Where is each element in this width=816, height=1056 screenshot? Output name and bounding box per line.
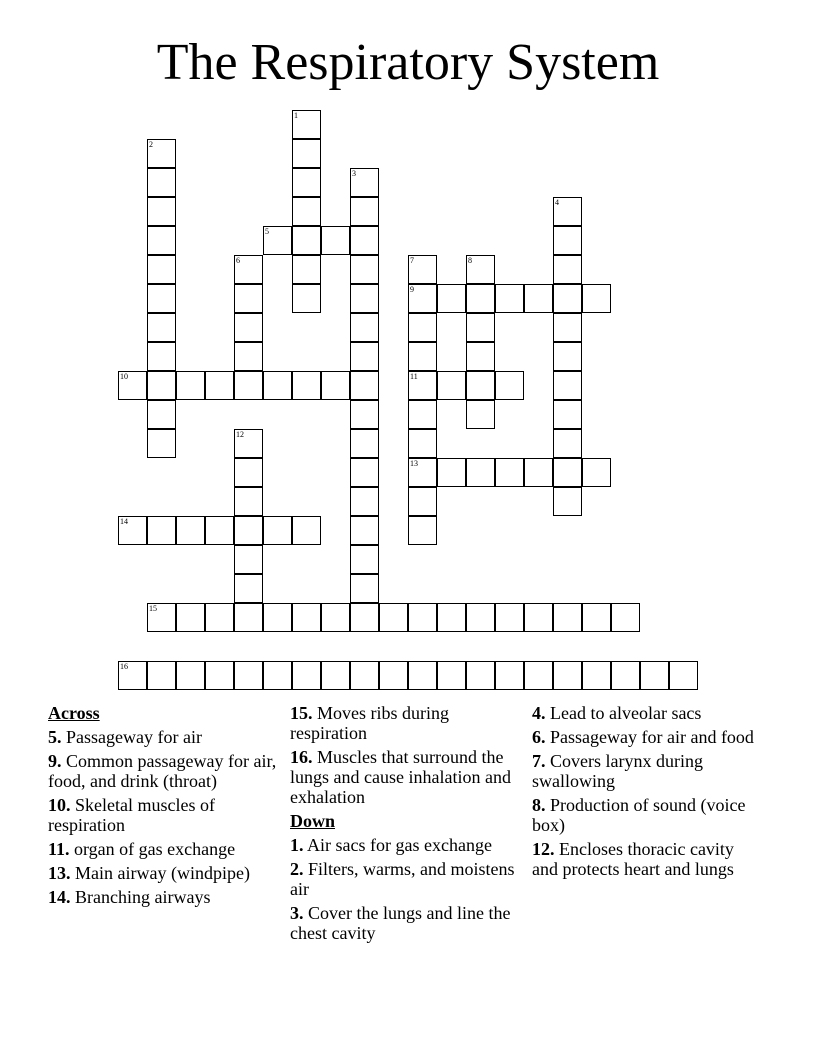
clues-column-3 <box>532 703 764 883</box>
grid-cell[interactable] <box>495 603 524 632</box>
clue-text: Branching airways <box>75 887 211 907</box>
clue-text: Skeletal muscles of respiration <box>48 795 215 835</box>
cell-number: 11 <box>410 372 418 381</box>
grid-cell[interactable] <box>669 661 698 690</box>
grid-cell[interactable] <box>553 313 582 342</box>
grid-cell[interactable] <box>147 603 176 632</box>
clue-down-4 <box>532 703 764 723</box>
grid-cell[interactable] <box>292 603 321 632</box>
cell-number: 10 <box>120 372 128 381</box>
grid-cell[interactable] <box>350 226 379 255</box>
cell-number: 14 <box>120 517 128 526</box>
grid-cell[interactable] <box>553 400 582 429</box>
clue-number: 16. <box>290 747 313 767</box>
grid-cell[interactable] <box>582 661 611 690</box>
grid-cell[interactable] <box>205 603 234 632</box>
grid-cell[interactable] <box>437 458 466 487</box>
grid-cell[interactable] <box>292 226 321 255</box>
cell-number: 1 <box>294 111 298 120</box>
grid-cell[interactable] <box>321 371 350 400</box>
grid-cell[interactable] <box>350 458 379 487</box>
grid-cell[interactable] <box>147 661 176 690</box>
grid-cell[interactable] <box>176 661 205 690</box>
grid-cell[interactable] <box>350 603 379 632</box>
grid-cell[interactable] <box>495 284 524 313</box>
grid-cell[interactable] <box>234 545 263 574</box>
grid-cell[interactable] <box>292 110 321 139</box>
grid-cell[interactable] <box>466 371 495 400</box>
clue-down-8 <box>532 795 764 835</box>
grid-cell[interactable] <box>292 284 321 313</box>
grid-cell[interactable] <box>524 661 553 690</box>
clue-number: 10. <box>48 795 71 815</box>
grid-cell[interactable] <box>292 168 321 197</box>
grid-cell[interactable] <box>321 226 350 255</box>
clue-text: Passageway for air and food <box>550 727 754 747</box>
grid-cell[interactable] <box>466 661 495 690</box>
grid-cell[interactable] <box>176 371 205 400</box>
grid-cell[interactable] <box>350 313 379 342</box>
grid-cell[interactable] <box>553 603 582 632</box>
clue-across-9 <box>48 751 280 791</box>
grid-cell[interactable] <box>408 661 437 690</box>
grid-cell[interactable] <box>582 284 611 313</box>
clue-across-13 <box>48 863 280 883</box>
clue-across-10 <box>48 795 280 835</box>
grid-cell[interactable] <box>408 400 437 429</box>
grid-cell[interactable] <box>466 284 495 313</box>
clue-number: 8. <box>532 795 546 815</box>
grid-cell[interactable] <box>234 342 263 371</box>
clue-text: Lead to alveolar sacs <box>550 703 702 723</box>
grid-cell[interactable] <box>466 400 495 429</box>
grid-cell[interactable] <box>234 313 263 342</box>
cell-number: 8 <box>468 256 472 265</box>
clue-text: Encloses thoracic cavity and protects heart and lungs <box>532 839 734 879</box>
grid-cell[interactable] <box>118 516 147 545</box>
grid-cell[interactable] <box>234 487 263 516</box>
grid-cell[interactable] <box>147 168 176 197</box>
clue-text: Covers larynx during swallowing <box>532 751 703 791</box>
clue-number: 1. <box>290 835 304 855</box>
clue-number: 15. <box>290 703 313 723</box>
clue-text: Passageway for air <box>66 727 202 747</box>
grid-cell[interactable] <box>553 197 582 226</box>
grid-cell[interactable] <box>582 458 611 487</box>
grid-cell[interactable] <box>147 197 176 226</box>
grid-cell[interactable] <box>611 661 640 690</box>
grid-cell[interactable] <box>611 603 640 632</box>
grid-cell[interactable] <box>205 371 234 400</box>
cell-number: 3 <box>352 169 356 178</box>
grid-cell[interactable] <box>408 342 437 371</box>
grid-cell[interactable] <box>495 458 524 487</box>
grid-cell[interactable] <box>524 284 553 313</box>
grid-cell[interactable] <box>553 487 582 516</box>
clue-across-14 <box>48 887 280 907</box>
grid-cell[interactable] <box>263 603 292 632</box>
clue-text: Moves ribs during respiration <box>290 703 449 743</box>
clue-number: 11. <box>48 839 70 859</box>
grid-cell[interactable] <box>234 661 263 690</box>
clue-text: Air sacs for gas exchange <box>307 835 492 855</box>
grid-cell[interactable] <box>147 516 176 545</box>
grid-cell[interactable] <box>350 516 379 545</box>
clue-across-15 <box>290 703 522 743</box>
grid-cell[interactable] <box>350 400 379 429</box>
clue-number: 5. <box>48 727 62 747</box>
grid-cell[interactable] <box>466 603 495 632</box>
grid-cell[interactable] <box>118 661 147 690</box>
cell-number: 5 <box>265 227 269 236</box>
clue-number: 7. <box>532 751 546 771</box>
grid-cell[interactable] <box>321 603 350 632</box>
grid-cell[interactable] <box>466 458 495 487</box>
cell-number: 15 <box>149 604 157 613</box>
grid-cell[interactable] <box>321 661 350 690</box>
grid-cell[interactable] <box>408 516 437 545</box>
grid-cell[interactable] <box>350 168 379 197</box>
grid-cell[interactable] <box>437 661 466 690</box>
grid-cell[interactable] <box>147 371 176 400</box>
grid-cell[interactable] <box>466 313 495 342</box>
grid-cell[interactable] <box>408 284 437 313</box>
grid-cell[interactable] <box>292 255 321 284</box>
grid-cell[interactable] <box>582 603 611 632</box>
cell-number: 4 <box>555 198 559 207</box>
grid-cell[interactable] <box>292 371 321 400</box>
grid-cell[interactable] <box>234 371 263 400</box>
grid-cell[interactable] <box>147 139 176 168</box>
grid-cell[interactable] <box>147 400 176 429</box>
grid-cell[interactable] <box>350 342 379 371</box>
grid-cell[interactable] <box>553 661 582 690</box>
grid-cell[interactable] <box>263 661 292 690</box>
grid-cell[interactable] <box>176 516 205 545</box>
grid-cell[interactable] <box>234 574 263 603</box>
clue-across-11 <box>48 839 280 859</box>
grid-cell[interactable] <box>350 197 379 226</box>
cell-number: 16 <box>120 662 128 671</box>
grid-cell[interactable] <box>524 603 553 632</box>
clue-number: 13. <box>48 863 71 883</box>
grid-cell[interactable] <box>263 226 292 255</box>
grid-cell[interactable] <box>553 429 582 458</box>
clue-number: 4. <box>532 703 546 723</box>
grid-cell[interactable] <box>408 458 437 487</box>
grid-cell[interactable] <box>292 661 321 690</box>
grid-cell[interactable] <box>350 545 379 574</box>
cell-number: 9 <box>410 285 414 294</box>
clue-down-1 <box>290 835 522 855</box>
grid-cell[interactable] <box>234 284 263 313</box>
grid-cell[interactable] <box>350 661 379 690</box>
grid-cell[interactable] <box>205 661 234 690</box>
grid-cell[interactable] <box>350 284 379 313</box>
grid-cell[interactable] <box>553 226 582 255</box>
grid-cell[interactable] <box>408 429 437 458</box>
grid-cell[interactable] <box>437 603 466 632</box>
grid-cell[interactable] <box>553 342 582 371</box>
grid-cell[interactable] <box>437 284 466 313</box>
clue-down-6 <box>532 727 764 747</box>
grid-cell[interactable] <box>234 516 263 545</box>
clue-number: 3. <box>290 903 304 923</box>
grid-cell[interactable] <box>524 458 553 487</box>
grid-cell[interactable] <box>553 371 582 400</box>
grid-cell[interactable] <box>147 255 176 284</box>
grid-cell[interactable] <box>408 255 437 284</box>
cell-number: 12 <box>236 430 244 439</box>
grid-cell[interactable] <box>640 661 669 690</box>
grid-cell[interactable] <box>408 603 437 632</box>
clue-text: Cover the lungs and line the chest cavity <box>290 903 511 943</box>
grid-cell[interactable] <box>147 342 176 371</box>
grid-cell[interactable] <box>408 487 437 516</box>
grid-cell[interactable] <box>292 197 321 226</box>
clue-down-12 <box>532 839 764 879</box>
clues-column-2 <box>290 703 522 947</box>
grid-cell[interactable] <box>234 603 263 632</box>
grid-cell[interactable] <box>292 139 321 168</box>
across-heading: Across <box>48 703 100 723</box>
grid-cell[interactable] <box>176 603 205 632</box>
clue-text: organ of gas exchange <box>74 839 236 859</box>
clue-number: 9. <box>48 751 62 771</box>
grid-cell[interactable] <box>263 516 292 545</box>
grid-cell[interactable] <box>350 429 379 458</box>
grid-cell[interactable] <box>263 371 292 400</box>
grid-cell[interactable] <box>408 313 437 342</box>
down-heading: Down <box>290 811 336 831</box>
cell-number: 13 <box>410 459 418 468</box>
clue-text: Main airway (windpipe) <box>75 863 250 883</box>
grid-cell[interactable] <box>118 371 147 400</box>
page-title: The Respiratory System <box>156 34 660 91</box>
grid-cell[interactable] <box>466 255 495 284</box>
grid-cell[interactable] <box>350 487 379 516</box>
grid-cell[interactable] <box>147 429 176 458</box>
clue-text: Production of sound (voice box) <box>532 795 746 835</box>
grid-cell[interactable] <box>234 255 263 284</box>
grid-cell[interactable] <box>553 458 582 487</box>
grid-cell[interactable] <box>350 371 379 400</box>
grid-cell[interactable] <box>350 574 379 603</box>
grid-cell[interactable] <box>408 371 437 400</box>
grid-cell[interactable] <box>466 342 495 371</box>
cell-number: 2 <box>149 140 153 149</box>
grid-cell[interactable] <box>553 284 582 313</box>
clue-text: Common passageway for air, food, and drink (throat) <box>48 751 277 791</box>
clue-number: 14. <box>48 887 71 907</box>
cell-number: 6 <box>236 256 240 265</box>
clue-text: Filters, warms, and moistens air <box>290 859 515 899</box>
cell-number: 7 <box>410 256 414 265</box>
clues-column-1 <box>48 703 280 911</box>
grid-cell[interactable] <box>147 226 176 255</box>
grid-cell[interactable] <box>234 458 263 487</box>
grid-cell[interactable] <box>495 661 524 690</box>
clue-number: 2. <box>290 859 304 879</box>
clue-number: 6. <box>532 727 546 747</box>
grid-cell[interactable] <box>205 516 234 545</box>
grid-cell[interactable] <box>147 284 176 313</box>
clue-down-7 <box>532 751 764 791</box>
grid-cell[interactable] <box>495 371 524 400</box>
grid-cell[interactable] <box>437 371 466 400</box>
grid-cell[interactable] <box>379 661 408 690</box>
grid-cell[interactable] <box>553 255 582 284</box>
grid-cell[interactable] <box>379 603 408 632</box>
clue-down-3 <box>290 903 522 943</box>
grid-cell[interactable] <box>234 429 263 458</box>
clue-number: 12. <box>532 839 555 859</box>
clue-across-5 <box>48 727 280 747</box>
grid-cell[interactable] <box>350 255 379 284</box>
clue-across-16 <box>290 747 522 807</box>
clue-down-2 <box>290 859 522 899</box>
clue-text: Muscles that surround the lungs and cause inhalation and exhalation <box>290 747 511 807</box>
grid-cell[interactable] <box>147 313 176 342</box>
grid-cell[interactable] <box>292 516 321 545</box>
